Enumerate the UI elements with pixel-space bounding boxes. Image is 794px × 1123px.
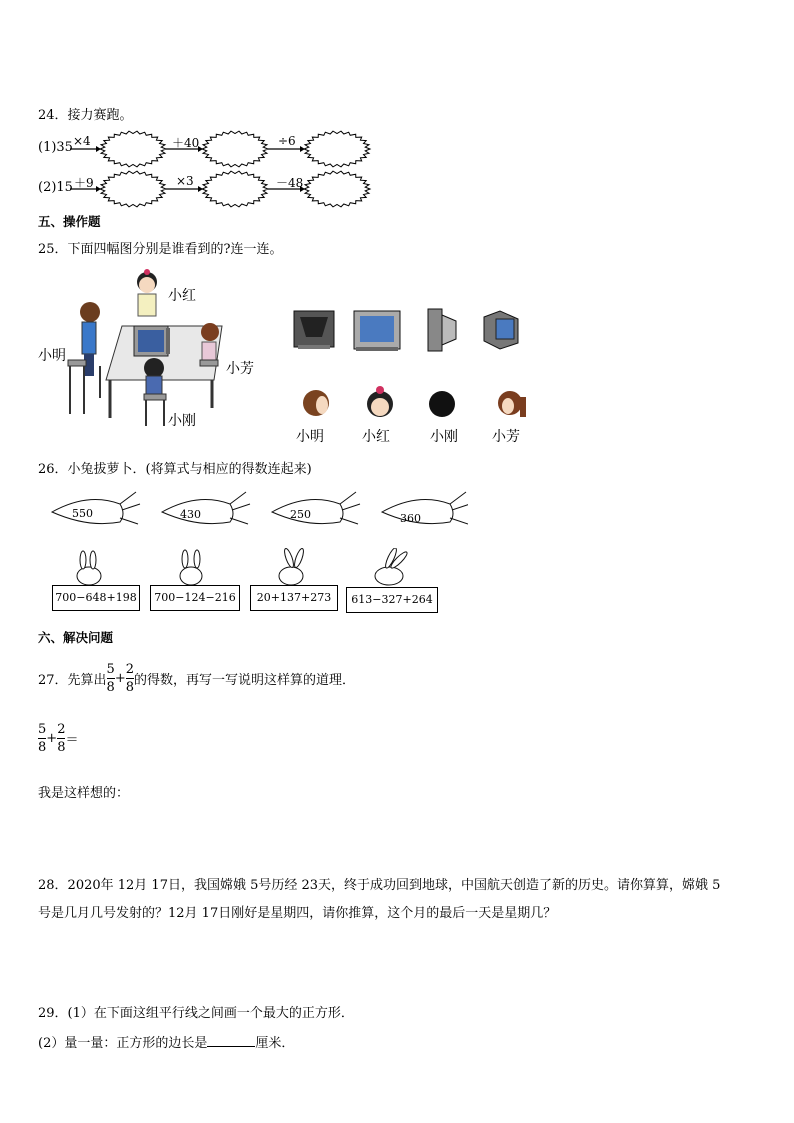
q27-equation bbox=[38, 720, 78, 756]
rabbit-icon bbox=[77, 551, 101, 585]
q27-suffix: 的得数，再写一写说明这样算的道理． bbox=[134, 672, 356, 688]
scene-label-xiaoming: 小明 bbox=[38, 348, 66, 364]
q29-line2 bbox=[38, 1032, 294, 1051]
q24-title: 24．接力赛跑。 bbox=[38, 108, 133, 123]
carrot-icon[interactable] bbox=[162, 492, 250, 524]
burst-outline bbox=[100, 131, 166, 167]
q24-row1-op2: ＋40 bbox=[172, 136, 200, 150]
plus-sign: + bbox=[114, 670, 126, 686]
xiaohong-head-icon[interactable] bbox=[367, 386, 393, 417]
fraction-2-8: $\frac{2}{8}$ bbox=[57, 721, 66, 755]
scene-label-xiaofang: 小芳 bbox=[226, 361, 254, 377]
burst-outline bbox=[304, 131, 370, 167]
carrot-value-2: 430 bbox=[180, 508, 201, 521]
answer-burst-shape[interactable] bbox=[100, 171, 166, 207]
q24-row1-op1: ×4 bbox=[73, 134, 91, 148]
person-label-3: 小刚 bbox=[430, 429, 458, 445]
classroom-scene-illustration bbox=[62, 268, 262, 433]
q27-question bbox=[38, 660, 355, 696]
xiaogang-head-icon[interactable] bbox=[429, 391, 455, 417]
q28-line2: 号是几月几号发射的？12月 17日刚好是星期四，请你推算，这个月的最后一天是星期几？ bbox=[38, 906, 557, 921]
person-label-1: 小明 bbox=[296, 429, 324, 445]
rabbits-row bbox=[55, 548, 455, 588]
person-label-2: 小红 bbox=[362, 429, 390, 445]
answer-burst-shape[interactable] bbox=[304, 171, 370, 207]
answer-burst-shape[interactable] bbox=[202, 131, 268, 167]
answer-burst-shape[interactable] bbox=[100, 131, 166, 167]
q24-row2-chain bbox=[70, 165, 390, 213]
monitor-view-3-icon[interactable] bbox=[428, 309, 456, 351]
expression-box-1[interactable]: 700−648+198 bbox=[52, 585, 140, 611]
q29-line2-suffix: 厘米． bbox=[255, 1036, 295, 1051]
answer-burst-shape[interactable] bbox=[202, 171, 268, 207]
q24-row2-op2: ×3 bbox=[176, 174, 194, 188]
section5-heading: 五、操作题 bbox=[38, 214, 101, 229]
q24-row1-op3: ÷6 bbox=[278, 134, 296, 148]
q29-line2-prefix: (2）量一量：正方形的边长是 bbox=[38, 1036, 208, 1051]
plus-sign: + bbox=[46, 730, 58, 746]
carrot-value-1: 550 bbox=[72, 507, 93, 520]
burst-outline bbox=[100, 171, 166, 207]
q24-row2-op3: －48 bbox=[276, 176, 304, 190]
carrot-value-4: 360 bbox=[400, 512, 421, 525]
xiaofang-head-icon[interactable] bbox=[498, 391, 526, 417]
answer-blank[interactable] bbox=[207, 1034, 255, 1047]
rabbit-icon bbox=[279, 548, 305, 585]
monitor-view-4-icon[interactable] bbox=[484, 311, 518, 349]
q24-row2-op1: ＋9 bbox=[74, 176, 94, 190]
q24-row2-start: (2)15 bbox=[38, 180, 73, 195]
scene-label-xiaohong: 小红 bbox=[168, 288, 196, 304]
q24-row1-start: (1)35 bbox=[38, 140, 73, 155]
equals-sign: ＝ bbox=[65, 732, 79, 748]
answer-burst-shape[interactable] bbox=[304, 131, 370, 167]
burst-outline bbox=[202, 171, 268, 207]
fraction-5-8: $\frac{5}{8}$ bbox=[106, 661, 115, 695]
fraction-5-8: $\frac{5}{8}$ bbox=[38, 721, 47, 755]
q27-think-prompt: 我是这样想的： bbox=[38, 786, 130, 801]
burst-outline bbox=[304, 171, 370, 207]
xiaoming-head-icon[interactable] bbox=[303, 390, 329, 416]
carrot-icon[interactable] bbox=[272, 492, 360, 524]
expression-box-2[interactable]: 700−124−216 bbox=[150, 585, 240, 611]
rabbit-icon bbox=[375, 548, 409, 585]
q27-prefix: 27．先算出 bbox=[38, 672, 107, 688]
section6-heading: 六、解决问题 bbox=[38, 630, 114, 645]
people-heads bbox=[298, 385, 538, 421]
q26-title: 26．小兔拔萝卜．(将算式与相应的得数连起来) bbox=[38, 462, 312, 477]
monitor-view-1-icon[interactable] bbox=[294, 311, 334, 349]
carrots-row bbox=[48, 486, 468, 532]
scene-label-xiaogang: 小刚 bbox=[168, 413, 196, 429]
carrot-icon[interactable] bbox=[52, 492, 140, 524]
monitor-view-2-icon[interactable] bbox=[354, 311, 400, 351]
q25-title: 25．下面四幅图分别是谁看到的?连一连。 bbox=[38, 242, 283, 257]
q29-line1: 29．(1）在下面这组平行线之间画一个最大的正方形． bbox=[38, 1006, 354, 1021]
expression-box-4[interactable]: 613−327+264 bbox=[346, 587, 438, 613]
carrot-icon[interactable] bbox=[382, 492, 468, 524]
carrot-value-3: 250 bbox=[290, 508, 311, 521]
q28-line1: 28．2020年 12月 17日，我国嫦娥 5号历经 23天，终于成功回到地球，中国航天创造了新的历史。请你算算，嫦娥 5 bbox=[38, 878, 721, 893]
rabbit-icon bbox=[180, 550, 202, 585]
monitor-views bbox=[290, 305, 540, 357]
person-label-4: 小芳 bbox=[492, 429, 520, 445]
burst-outline bbox=[202, 131, 268, 167]
expression-box-3[interactable]: 20+137+273 bbox=[250, 585, 338, 611]
fraction-2-8: $\frac{2}{8}$ bbox=[125, 661, 135, 695]
